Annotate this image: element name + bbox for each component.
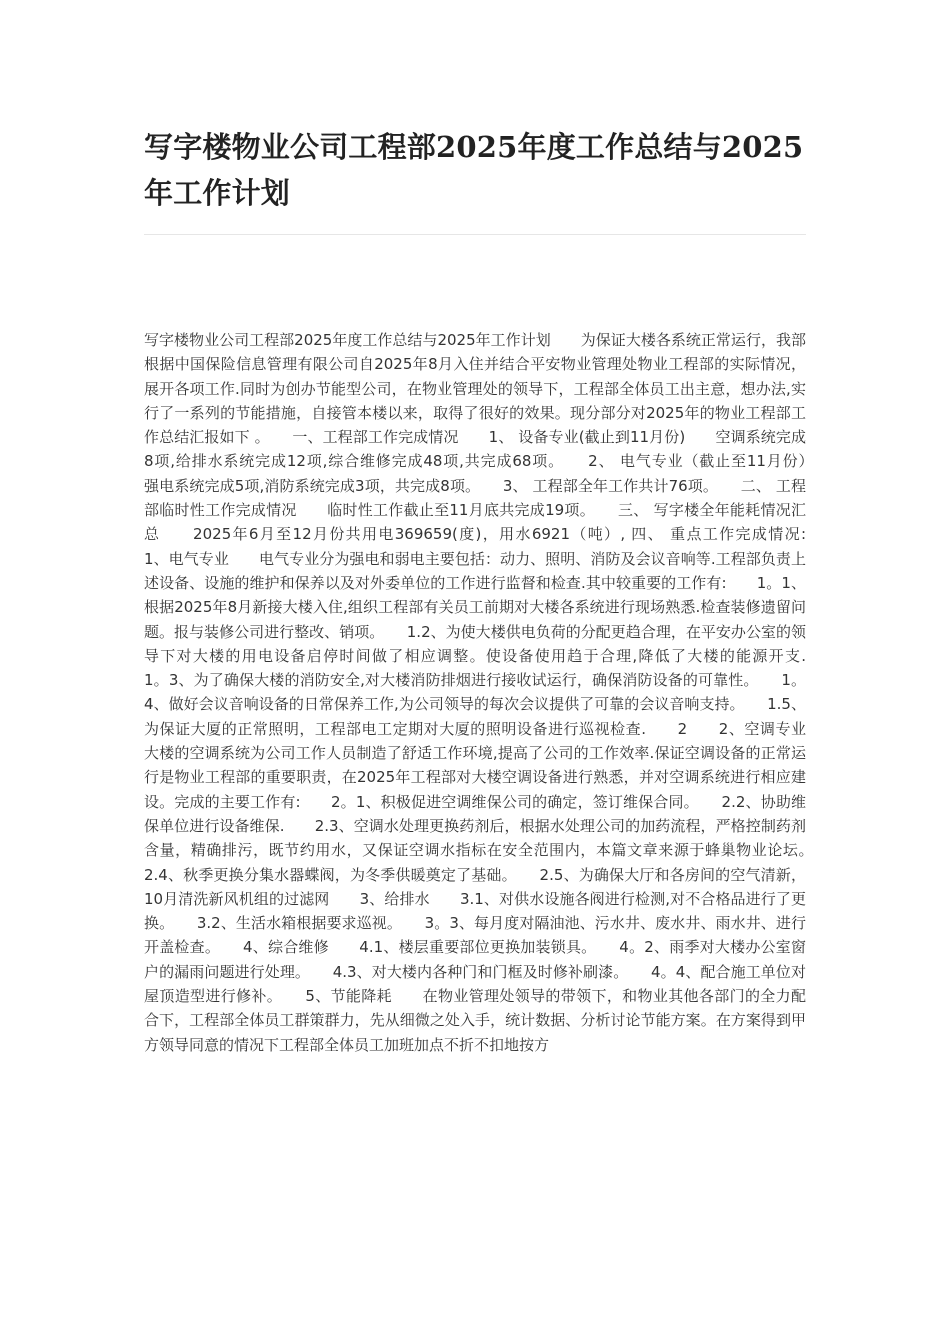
document-title: 写字楼物业公司工程部2025年度工作总结与2025年工作计划	[144, 130, 804, 210]
title-divider	[144, 234, 806, 235]
document-body-text: 写字楼物业公司工程部2025年度工作总结与2025年工作计划 为保证大楼各系统正常运行，我部根据中国保险信息管理有限公司自2025年8月入住并结合平安物业管理处物业工程部的实际情况，展开各项工作.同时为创办节能型公司，在物业管理处的领导下，工程部全体员工出主意，想办法,实行了一系列的节能措施，自接管本楼以来，取得了很好的效果。现分部分对2025年的物业工程部工作总结汇报如下 。 一、工程部工作完成情况 1、 设备专业(截止到11月份) 空调系统完成8项,给排水系统完成12项,综合维修完成48项,共完成68项。 2、 电气专业（截止至11月份） 强电系统完成5项,消防系统完成3项，共完成8项。 3、 工程部全年工作共计76项。 二、 工程部临时性工作完成情况 临时性工作截止至11月底共完成19项。 三、 写字楼全年能耗情况汇总 2025年6月至12月份共用电369659(度)，用水6921（吨）, 四、 重点工作完成情况: 1、电气专业 电气专业分为强电和弱电主要包括：动力、照明、消防及会议音响等.工程部负责上述设备、设施的维护和保养以及对外委单位的工作进行监督和检查.其中较重要的工作有: 1。1、根据2025年8月新接大楼入住,组织工程部有关员工前期对大楼各系统进行现场熟悉.检查装修遗留问题。报与装修公司进行整改、销项。 1.2、为使大楼供电负荷的分配更趋合理，在平安办公室的领导下对大楼的用电设备启停时间做了相应调整。使设备使用趋于合理,降低了大楼的能源开支. 1。3、为了确保大楼的消防安全,对大楼消防排烟进行接收试运行，确保消防设备的可靠性。 1。4、做好会议音响设备的日常保养工作,为公司领导的每次会议提供了可靠的会议音响支持。 1.5、为保证大厦的正常照明，工程部电工定期对大厦的照明设备进行巡视检查. 2 2、空调专业 大楼的空调系统为公司工作人员制造了舒适工作环境,提高了公司的工作效率.保证空调设备的正常运行是物业工程部的重要职责，在2025年工程部对大楼空调设备进行熟悉，并对空调系统进行相应建设。完成的主要工作有: 2。1、积极促进空调维保公司的确定，签订维保合同。 2.2、协助维保单位进行设备维保. 2.3、空调水处理更换药剂后，根据水处理公司的加药流程，严格控制药剂含量，精确排污，既节约用水，又保证空调水指标在安全范围内，本篇文章来源于蜂巢物业论坛。 2.4、秋季更换分集水器蝶阀，为冬季供暖奠定了基础。 2.5、为确保大厅和各房间的空气清新，10月清洗新风机组的过滤网 3、给排水 3.1、对供水设施各阀进行检测,对不合格品进行了更换。 3.2、生活水箱根据要求巡视。 3。3、每月度对隔油池、污水井、废水井、雨水井、进行开盖检查。 4、综合维修 4.1、楼层重要部位更换加装锁具。 4。2、雨季对大楼办公室窗户的漏雨问题进行处理。 4.3、对大楼内各种门和门框及时修补刷漆。 4。4、配合施工单位对屋顶造型进行修补。 5、节能降耗 在物业管理处领导的带领下，和物业其他各部门的全力配合下，工程部全体员工群策群力，先从细微之处入手，统计数据、分析讨论节能方案。在方案得到甲方领导同意的情况下工程部全体员工加班加点不折不扣地按方	[144, 331, 837, 1054]
document-page	[144, 0, 837, 1344]
